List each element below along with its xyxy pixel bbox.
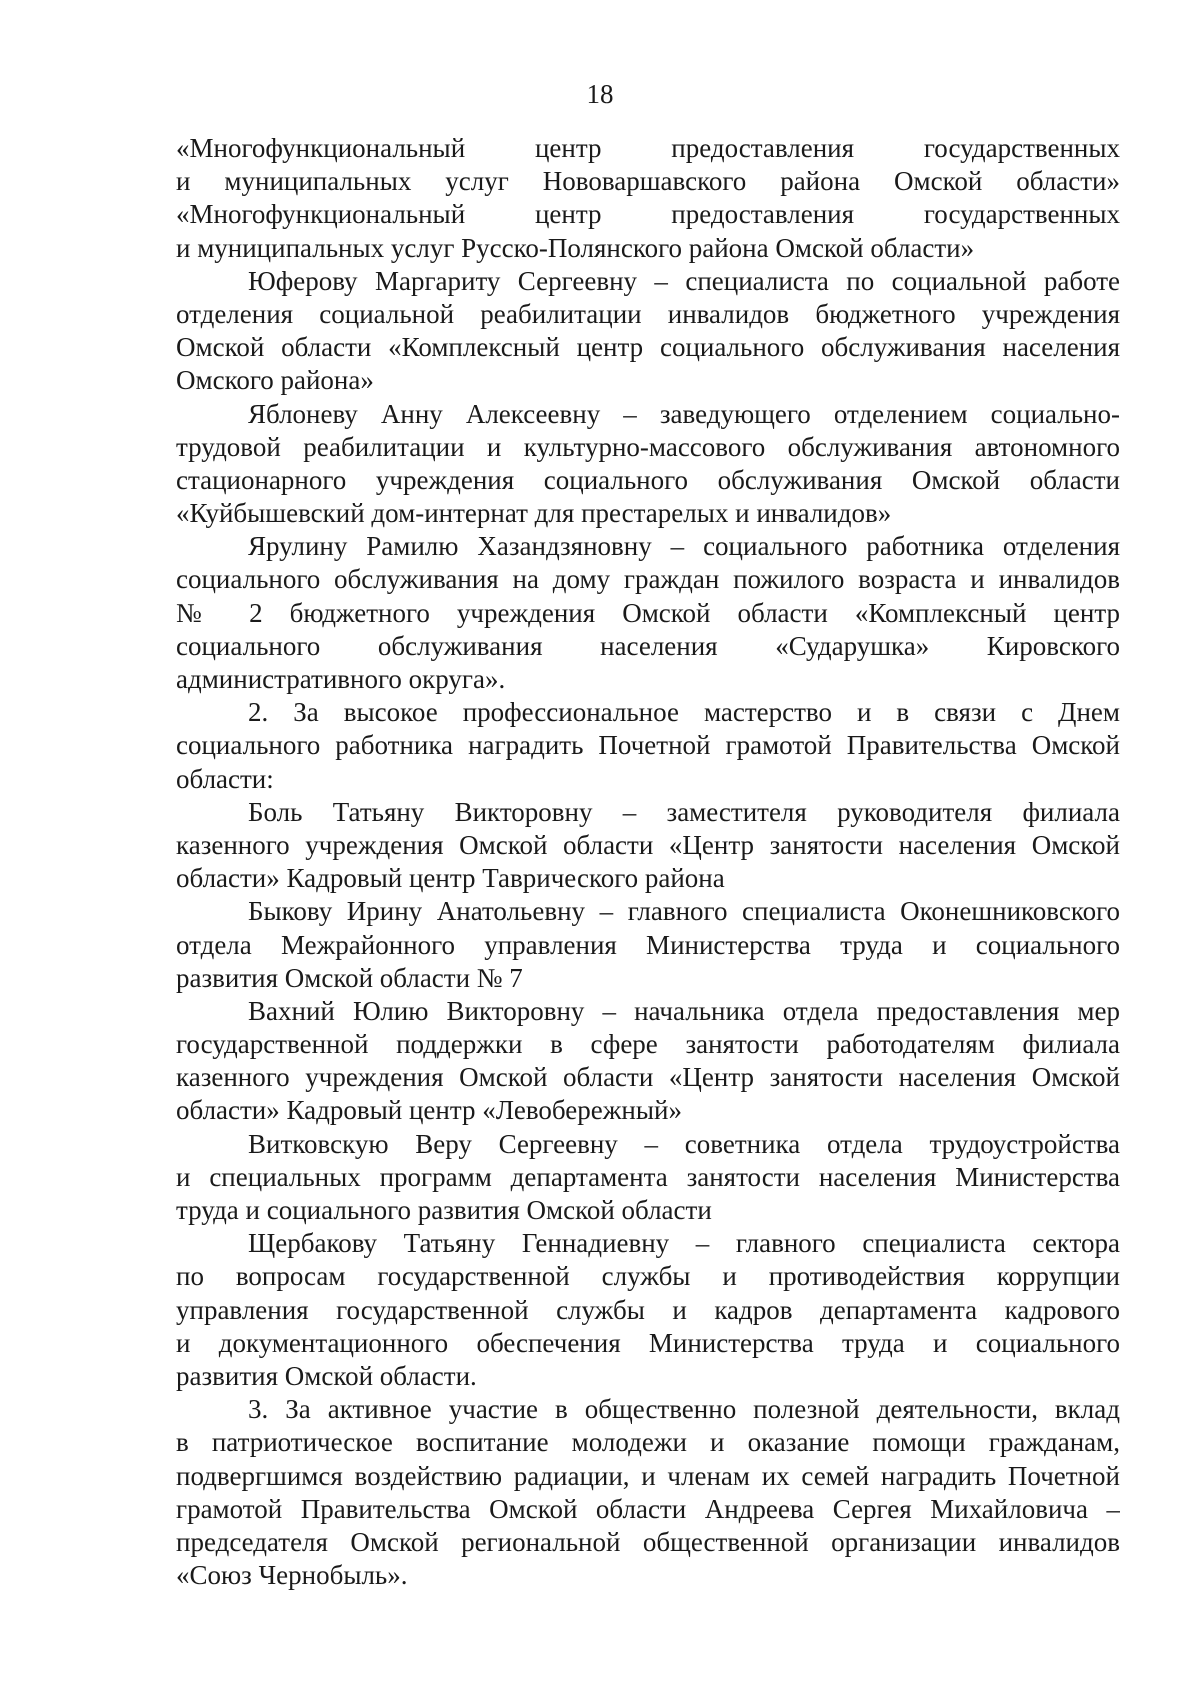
text-line: председателя Омской региональной общественной организации инвалидов [176,1526,1120,1557]
text-line: 2. За высокое профессиональное мастерство и в связи с Днем [248,697,1120,728]
text-line: и муниципальных услуг Русско-Полянского района Омской области» [176,232,975,263]
text-line: отделения социальной реабилитации инвалидов бюджетного учреждения [176,298,1120,329]
text-line: социального обслуживания населения «Сударушка» Кировского [176,630,1120,661]
text-line: стационарного учреждения социального обслуживания Омской области [176,464,1120,495]
text-line: отдела Межрайонного управления Министерства труда и социального [176,929,1120,960]
text-line: труда и социального развития Омской области [176,1195,712,1225]
text-line: трудовой реабилитации и культурно-массового обслуживания автономного [176,431,1120,462]
text-line: и специальных программ департамента занятости населения Министерства [176,1161,1120,1192]
text-line: развития Омской области. [176,1360,477,1391]
text-line: развития Омской области № 7 [176,962,523,993]
text-line: Ярулину Рамилю Хазандзяновну – социального работника отделения [248,531,1120,562]
text-line: Яблоневу Анну Алексеевну – заведующего отделением социально- [248,398,1120,429]
text-line: и документационного обеспечения Министерства труда и социального [176,1327,1120,1358]
text-line: «Многофункциональный центр предоставления государственных [176,199,1120,230]
text-line: в патриотическое воспитание молодежи и оказание помощи гражданам, [176,1427,1120,1458]
text-line: казенного учреждения Омской области «Центр занятости населения Омской [176,829,1120,860]
text-line: области: [176,763,274,794]
text-line: Вахний Юлию Викторовну – начальника отдела предоставления мер [248,995,1120,1026]
text-line: Юферову Маргариту Сергеевну – специалиста по социальной работе [248,265,1120,296]
text-line: № 2 бюджетного учреждения Омской области «Комплексный центр [176,597,1120,628]
text-line: подвергшимся воздействию радиации, и членам их семей наградить Почетной [176,1460,1120,1491]
text-line: «Многофункциональный центр предоставления государственных [176,133,1120,163]
text-line: Боль Татьяну Викторовну – заместителя руководителя филиала [248,796,1120,827]
text-line: государственной поддержки в сфере занятости работодателям филиала [176,1029,1120,1060]
text-line: «Союз Чернобыль». [176,1560,408,1591]
text-line: Омского района» [176,365,374,396]
text-line: социального обслуживания на дому граждан пожилого возраста и инвалидов [176,564,1120,595]
text-line: Щербакову Татьяну Геннадиевну – главного специалиста сектора [248,1228,1120,1259]
text-line: и муниципальных услуг Нововаршавского района Омской области» [176,166,1120,197]
text-line: административного округа». [176,664,506,694]
text-line: Быкову Ирину Анатольевну – главного специалиста Оконешниковского [248,896,1120,927]
text-line: «Куйбышевский дом-интернат для престарелых и инвалидов» [176,498,892,529]
text-line: области» Кадровый центр «Левобережный» [176,1095,682,1126]
text-line: по вопросам государственной службы и противодействия коррупции [176,1261,1120,1292]
text-line: социального работника наградить Почетной грамотой Правительства Омской [176,730,1120,761]
document-body [176,132,1120,1592]
text-line: 3. За активное участие в общественно полезной деятельности, вклад [248,1394,1120,1425]
text-line: Омской области «Комплексный центр социального обслуживания населения [176,332,1120,363]
page-number: 18 [586,79,614,109]
text-line: управления государственной службы и кадров департамента кадрового [176,1294,1120,1325]
text-line: области» Кадровый центр Таврического района [176,863,725,894]
text-line: казенного учреждения Омской области «Центр занятости населения Омской [176,1062,1120,1093]
text-line: грамотой Правительства Омской области Андреева Сергея Михайловича – [176,1493,1120,1524]
text-line: Витковскую Веру Сергеевну – советника отдела трудоустройства [248,1128,1120,1159]
